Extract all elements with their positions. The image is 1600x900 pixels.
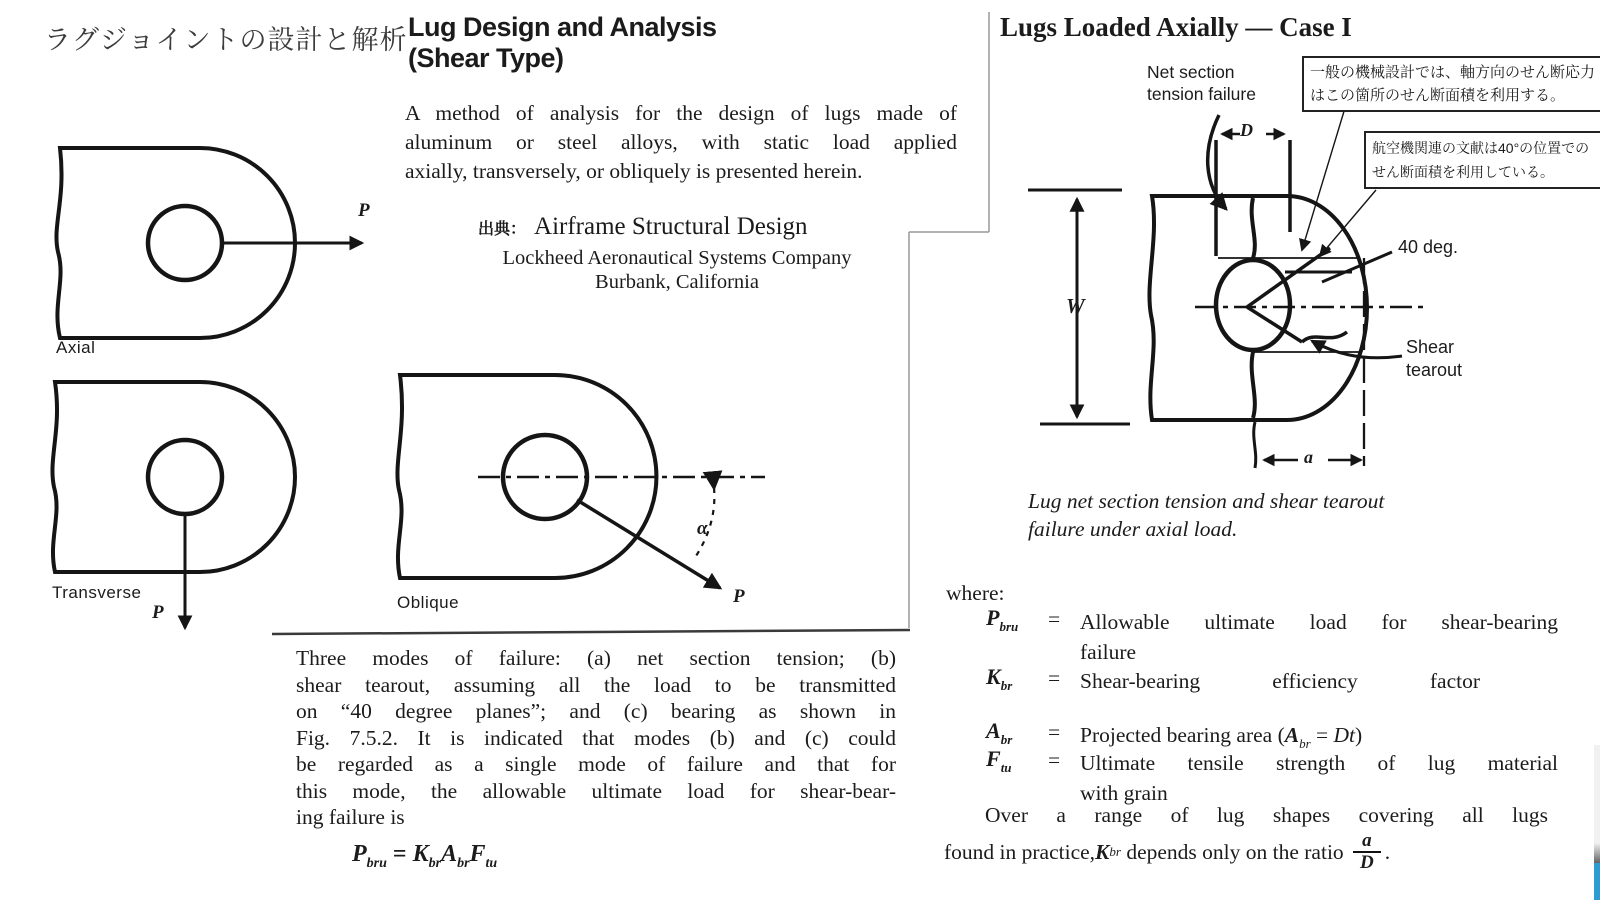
- closing-period: .: [1384, 839, 1391, 864]
- def-pbru-symbol: $P_{bru}$: [986, 605, 1019, 634]
- figure-caption-line2: failure under axial load.: [1028, 517, 1238, 541]
- def-ftu-desc-line1: Ultimate tensile strength of lug material: [1080, 751, 1558, 775]
- def-pbru-desc-line2: failure: [1080, 640, 1137, 664]
- dim-w-label: W: [1066, 294, 1085, 318]
- def-ftu-desc-line2: with grain: [1080, 781, 1168, 805]
- shear-tearout-line1: Shear: [1406, 337, 1455, 357]
- callout2-line1: 航空機関連の文献は40°の位置での: [1372, 140, 1590, 156]
- scrollbar-gradient: [1594, 843, 1600, 865]
- text-line: shear tearout, assuming all the load to be transmitted: [296, 672, 896, 697]
- def-pbru-desc-line1: Allowable ultimate load for shear-bearing: [1080, 610, 1558, 634]
- shear-tearout-label: [1406, 336, 1462, 382]
- closing-k-sub: br: [1109, 844, 1121, 859]
- fraction-numerator: a: [1362, 830, 1372, 851]
- source-city: Burbank, California: [595, 271, 759, 293]
- closing-k-symbol: K: [1095, 839, 1110, 864]
- def-abr-symbol: $A_{br}$: [986, 718, 1013, 747]
- axial-load-p-label: P: [358, 200, 370, 221]
- figure-caption: [1028, 487, 1384, 543]
- oblique-lug-drawing: [397, 375, 765, 588]
- text-line: Three modes of failure: (a) net section tension; (b): [296, 646, 896, 670]
- scrollbar-track[interactable]: [1594, 745, 1600, 857]
- source-title: Airframe Structural Design: [534, 213, 808, 240]
- callout-aircraft-literature: [1364, 131, 1600, 189]
- dim-a-label: a: [1304, 447, 1313, 467]
- text-line: A method of analysis for the design of lugs made of: [405, 101, 957, 125]
- def-kbr-description: Shear-bearing efficiency factor: [1080, 669, 1480, 693]
- figure-caption-line1: Lug net section tension and shear tearout: [1028, 489, 1385, 513]
- fraction-denominator: D: [1353, 851, 1381, 873]
- text-line: axially, transversely, or obliquely is presented herein.: [405, 159, 863, 183]
- failure-modes-paragraph: [296, 645, 896, 831]
- eq-p-sub: bru: [366, 856, 387, 871]
- def-ftu-symbol: $F_{tu}$: [986, 746, 1012, 775]
- net-section-line1: Net section: [1147, 62, 1235, 82]
- callout-general-machine-design: [1302, 56, 1600, 112]
- forty-deg-label: 40 deg.: [1398, 237, 1459, 257]
- eq-p: P: [352, 841, 367, 867]
- separator-rule: [272, 630, 910, 634]
- eq-equals: =: [392, 841, 407, 867]
- text-line: this mode, the allowable ultimate load for shear-bear-: [296, 778, 896, 803]
- axial-label: Axial: [56, 338, 96, 357]
- source-reference: [478, 213, 808, 241]
- oblique-label: Oblique: [397, 593, 460, 612]
- def-abr-description: Projected bearing area $(A_{br} = Dt)$: [1080, 723, 1363, 751]
- alpha-angle-label: α: [697, 518, 708, 539]
- axial-lug-drawing: [56, 148, 362, 338]
- shear-tearout-line2: tearout: [1406, 360, 1463, 380]
- article-title-line2: (Shear Type): [408, 43, 564, 73]
- dim-d-label: D: [1240, 120, 1253, 140]
- transverse-label: Transverse: [52, 583, 142, 602]
- scrollbar-thumb[interactable]: [1594, 863, 1600, 900]
- def-abr-equals: =: [1048, 720, 1061, 744]
- def-pbru-description: [1080, 607, 1558, 667]
- source-company: Lockheed Aeronautical Systems Company: [502, 247, 852, 269]
- text-line: be regarded as a single mode of failure and that for: [296, 752, 896, 776]
- article-title-line1: Lug Design and Analysis: [408, 12, 717, 42]
- where-label: where:: [946, 581, 1005, 605]
- def-ftu-equals: =: [1048, 748, 1061, 772]
- transverse-load-p-label: P: [152, 602, 164, 623]
- def-pbru-equals: =: [1048, 607, 1061, 631]
- page-title-japanese: ラグジョイントの設計と解析: [44, 25, 408, 55]
- eq-f-sub: tu: [485, 856, 498, 871]
- eq-a: A: [441, 841, 458, 867]
- article-title: [408, 12, 717, 74]
- def-kbr-symbol: $K_{br}$: [986, 664, 1013, 693]
- closing-sentence-line1: Over a range of lug shapes covering all lugs: [985, 803, 1548, 827]
- eq-f: F: [469, 841, 486, 867]
- closing-mid-text: depends only on the ratio: [1120, 839, 1350, 864]
- eq-k: K: [412, 841, 429, 867]
- text-line: Fig. 7.5.2. It is indicated that modes (b) and (c) could: [296, 725, 896, 750]
- text-line: ing failure is: [296, 805, 405, 829]
- def-kbr-equals: =: [1048, 666, 1061, 690]
- case1-heading: Lugs Loaded Axially — Case I: [1000, 12, 1352, 42]
- callout1-line2: はこの箇所のせん断面積を利用する。: [1310, 87, 1566, 104]
- abstract-paragraph: [405, 99, 957, 186]
- callout2-line2: せん断面積を利用している。: [1372, 164, 1554, 180]
- callout1-line1: 一般の機械設計では、軸方向のせん断応力: [1310, 64, 1596, 81]
- shear-bearing-equation: [352, 841, 497, 872]
- oblique-load-p-label: P: [733, 586, 745, 607]
- ratio-a-over-d: [1353, 831, 1381, 873]
- net-section-failure-label: [1147, 61, 1256, 105]
- closing-pre-text: found in practice,: [944, 839, 1096, 864]
- eq-a-sub: br: [457, 856, 470, 871]
- net-section-line2: tension failure: [1147, 84, 1256, 104]
- def-ftu-description: [1080, 748, 1558, 808]
- source-label: 出典：: [478, 221, 527, 238]
- text-line: aluminum or steel alloys, with static load applied: [405, 130, 957, 154]
- closing-sentence-line2: [944, 824, 1390, 880]
- eq-k-sub: br: [428, 856, 442, 871]
- text-line: on “40 degree planes”; and (c) bearing as shown in: [296, 699, 896, 723]
